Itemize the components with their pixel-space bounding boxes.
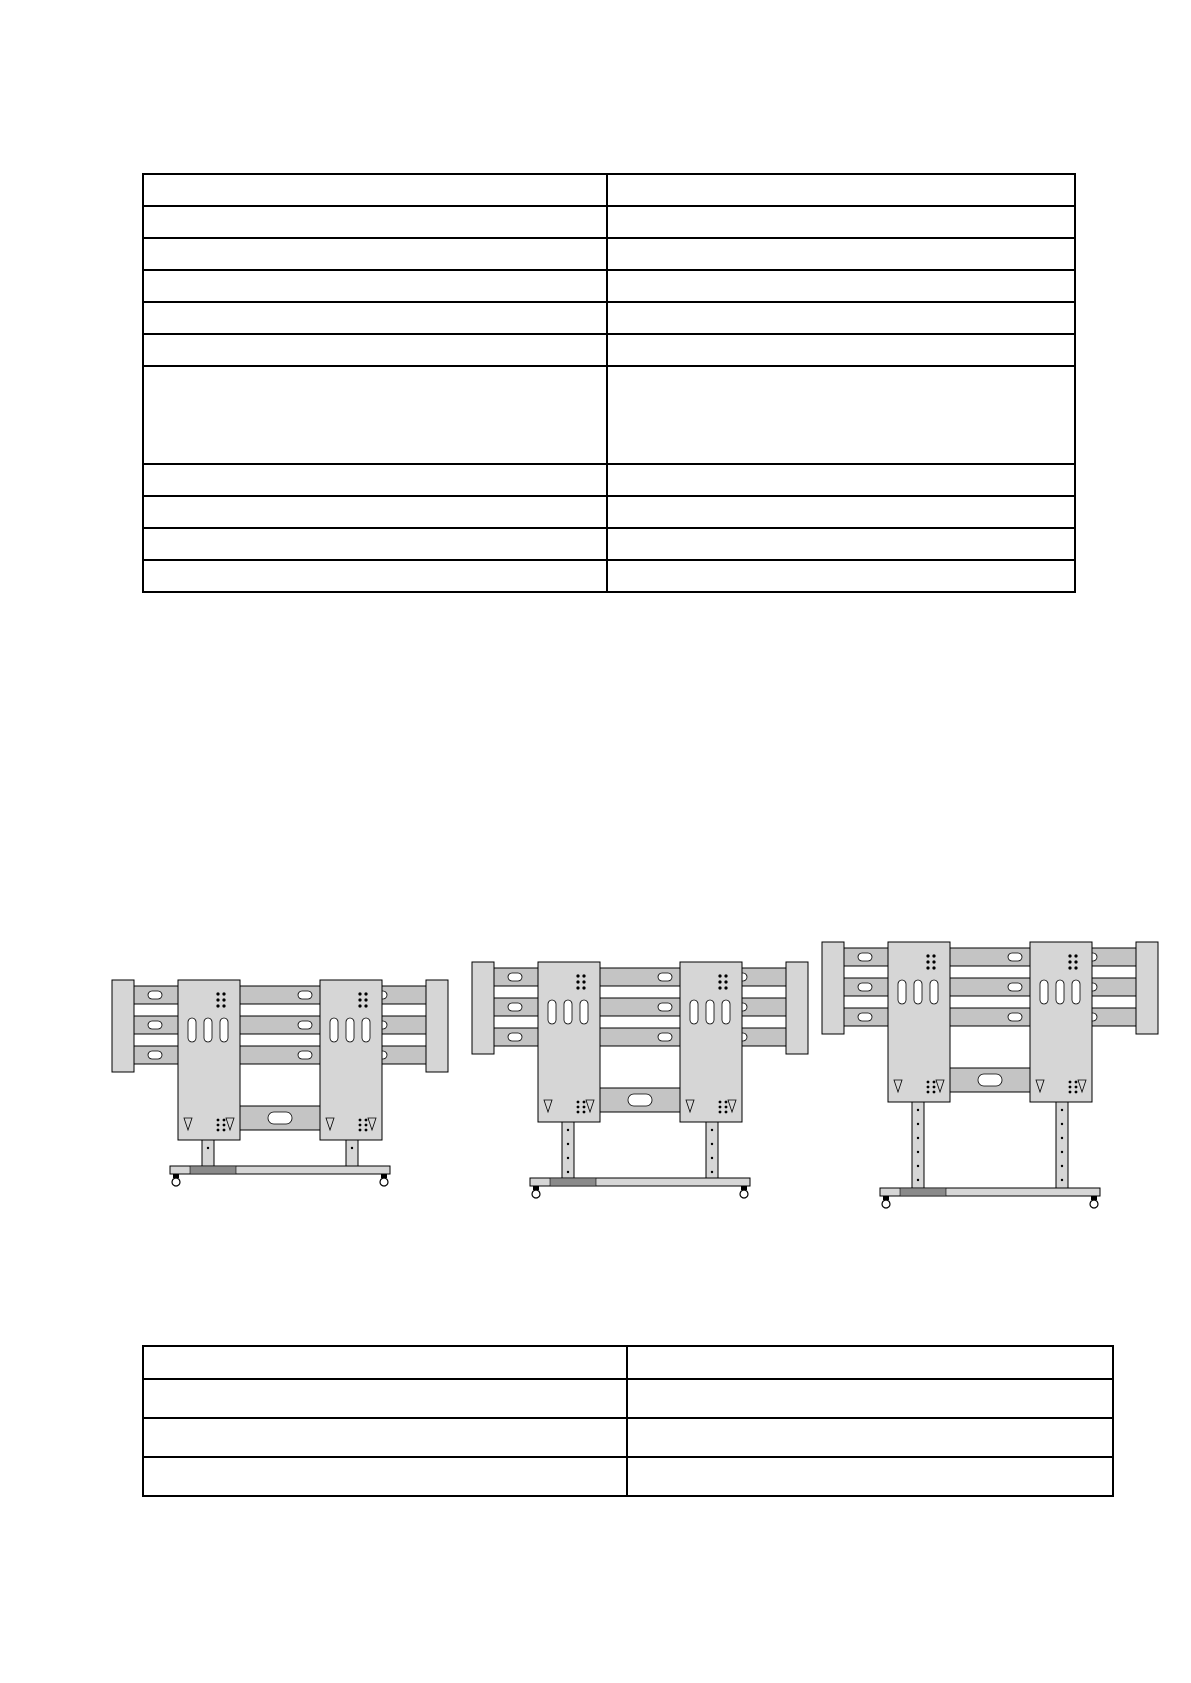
panel-hole xyxy=(1069,1081,1072,1084)
panel-hole xyxy=(719,1101,722,1104)
crossbar-handle xyxy=(978,1074,1002,1086)
panel-hole xyxy=(1074,966,1077,969)
panel-hole xyxy=(216,998,219,1001)
table-cell-label xyxy=(143,238,607,270)
panel-hole xyxy=(223,1124,226,1127)
panel-slot xyxy=(930,980,938,1004)
table-cell-label xyxy=(143,464,607,496)
panel-slot xyxy=(898,980,906,1004)
panel-hole xyxy=(933,1091,936,1094)
crossbar-handle xyxy=(628,1094,652,1106)
base-accent xyxy=(900,1188,946,1196)
panel-hole xyxy=(576,980,579,983)
panel-hole xyxy=(358,998,361,1001)
panel-hole xyxy=(365,1129,368,1132)
stand-illustration-low xyxy=(110,980,450,1220)
mount-rail xyxy=(478,998,802,1016)
stand-leg xyxy=(346,1140,358,1166)
panel-hole xyxy=(724,986,727,989)
stand-leg xyxy=(912,1102,924,1188)
rail-slot xyxy=(508,973,522,981)
leg-hole xyxy=(207,1147,209,1149)
caster-wheel xyxy=(882,1200,890,1208)
table-cell-label xyxy=(143,1379,627,1418)
table-cell-label xyxy=(143,334,607,366)
stand-illustration-mid xyxy=(470,962,810,1222)
spec-table-top xyxy=(142,173,1076,593)
panel-hole xyxy=(358,992,361,995)
panel-hole xyxy=(223,1119,226,1122)
panel-hole xyxy=(926,966,929,969)
rail-slot xyxy=(1008,983,1022,991)
mount-rail xyxy=(118,1016,442,1034)
table-cell-value xyxy=(607,496,1075,528)
panel-hole xyxy=(926,954,929,957)
leg-hole xyxy=(1061,1165,1063,1167)
panel-hole xyxy=(217,1129,220,1132)
panel-hole xyxy=(932,954,935,957)
panel-hole xyxy=(359,1119,362,1122)
end-bracket-right xyxy=(426,980,448,1072)
panel-hole xyxy=(222,992,225,995)
table-cell-value xyxy=(627,1457,1113,1496)
rail-slot xyxy=(858,953,872,961)
panel-hole xyxy=(927,1091,930,1094)
rail-slot xyxy=(298,1021,312,1029)
caster-wheel xyxy=(1090,1200,1098,1208)
vertical-panel-left xyxy=(178,980,240,1140)
panel-hole xyxy=(1075,1081,1078,1084)
table-cell-label xyxy=(143,528,607,560)
mount-rail xyxy=(828,948,1152,966)
panel-slot xyxy=(914,980,922,1004)
panel-hole xyxy=(576,974,579,977)
panel-hole xyxy=(927,1081,930,1084)
panel-slot xyxy=(722,1000,730,1024)
rail-slot xyxy=(508,1033,522,1041)
panel-hole xyxy=(583,1111,586,1114)
panel-hole xyxy=(222,998,225,1001)
panel-slot xyxy=(362,1018,370,1042)
stand-leg xyxy=(1056,1102,1068,1188)
panel-hole xyxy=(577,1111,580,1114)
table-cell-label xyxy=(143,1418,627,1457)
mount-rail xyxy=(828,978,1152,996)
rail-slot xyxy=(1008,1013,1022,1021)
leg-hole xyxy=(1061,1137,1063,1139)
panel-hole xyxy=(1074,954,1077,957)
table-row xyxy=(143,238,1075,270)
crossbar-handle xyxy=(268,1112,292,1124)
leg-hole xyxy=(711,1143,713,1145)
mount-rail xyxy=(828,1008,1152,1026)
panel-slot xyxy=(580,1000,588,1024)
base-accent xyxy=(190,1166,236,1174)
panel-slot xyxy=(706,1000,714,1024)
panel-hole xyxy=(222,1004,225,1007)
end-bracket-left xyxy=(112,980,134,1072)
table-cell-value xyxy=(607,528,1075,560)
rail-slot xyxy=(658,1033,672,1041)
panel-hole xyxy=(359,1129,362,1132)
panel-hole xyxy=(1069,1086,1072,1089)
panel-hole xyxy=(1068,954,1071,957)
leg-hole xyxy=(917,1123,919,1125)
panel-hole xyxy=(217,1124,220,1127)
panel-hole xyxy=(577,1106,580,1109)
table-cell-label xyxy=(143,366,607,464)
rail-slot xyxy=(858,983,872,991)
panel-hole xyxy=(1075,1091,1078,1094)
table-cell-value xyxy=(607,366,1075,464)
leg-hole xyxy=(351,1147,353,1149)
table-row xyxy=(143,270,1075,302)
table-row xyxy=(143,366,1075,464)
vertical-panel-right xyxy=(320,980,382,1140)
table-cell-label xyxy=(143,1457,627,1496)
panel-hole xyxy=(926,960,929,963)
table-row xyxy=(143,1379,1113,1418)
panel-slot xyxy=(1072,980,1080,1004)
leg-hole xyxy=(711,1157,713,1159)
vertical-panel-right xyxy=(1030,942,1092,1102)
table-cell-value xyxy=(627,1346,1113,1379)
panel-hole xyxy=(582,974,585,977)
rail-slot xyxy=(298,1051,312,1059)
table-cell-value xyxy=(607,464,1075,496)
rail-slot xyxy=(298,991,312,999)
table-row xyxy=(143,1346,1113,1379)
table-row xyxy=(143,206,1075,238)
spec-table-bottom xyxy=(142,1345,1114,1497)
panel-hole xyxy=(577,1101,580,1104)
panel-slot xyxy=(564,1000,572,1024)
table-cell-value xyxy=(607,238,1075,270)
caster-wheel xyxy=(172,1178,180,1186)
leg-hole xyxy=(1061,1109,1063,1111)
panel-hole xyxy=(1068,960,1071,963)
table-row xyxy=(143,528,1075,560)
panel-hole xyxy=(1074,960,1077,963)
table-cell-value xyxy=(627,1418,1113,1457)
panel-hole xyxy=(932,960,935,963)
vertical-panel-right xyxy=(680,962,742,1122)
table-row xyxy=(143,174,1075,206)
table-cell-value xyxy=(607,302,1075,334)
table-cell-value xyxy=(607,270,1075,302)
panel-hole xyxy=(364,992,367,995)
panel-hole xyxy=(933,1081,936,1084)
panel-hole xyxy=(1075,1086,1078,1089)
table-cell-label xyxy=(143,1346,627,1379)
stand-leg xyxy=(202,1140,214,1166)
panel-hole xyxy=(724,980,727,983)
panel-hole xyxy=(582,980,585,983)
leg-hole xyxy=(567,1171,569,1173)
vertical-panel-left xyxy=(538,962,600,1122)
leg-hole xyxy=(917,1165,919,1167)
end-bracket-right xyxy=(1136,942,1158,1034)
rail-slot xyxy=(148,991,162,999)
leg-hole xyxy=(1061,1123,1063,1125)
panel-hole xyxy=(719,1106,722,1109)
rail-slot xyxy=(508,1003,522,1011)
rail-slot xyxy=(858,1013,872,1021)
leg-hole xyxy=(711,1171,713,1173)
rail-slot xyxy=(658,973,672,981)
table-cell-label xyxy=(143,174,607,206)
end-bracket-left xyxy=(472,962,494,1054)
end-bracket-left xyxy=(822,942,844,1034)
rail-slot xyxy=(1008,953,1022,961)
table-cell-value xyxy=(607,174,1075,206)
panel-hole xyxy=(724,974,727,977)
panel-hole xyxy=(719,1111,722,1114)
table-row xyxy=(143,560,1075,592)
table-cell-label xyxy=(143,206,607,238)
panel-slot xyxy=(690,1000,698,1024)
panel-hole xyxy=(358,1004,361,1007)
table-row xyxy=(143,1418,1113,1457)
panel-slot xyxy=(1040,980,1048,1004)
table-cell-value xyxy=(607,206,1075,238)
panel-hole xyxy=(725,1111,728,1114)
panel-hole xyxy=(364,1004,367,1007)
mount-rail xyxy=(118,986,442,1004)
table-row xyxy=(143,464,1075,496)
end-bracket-right xyxy=(786,962,808,1054)
panel-hole xyxy=(933,1086,936,1089)
leg-hole xyxy=(917,1137,919,1139)
panel-hole xyxy=(583,1106,586,1109)
panel-hole xyxy=(1069,1091,1072,1094)
panel-hole xyxy=(576,986,579,989)
rail-slot xyxy=(658,1003,672,1011)
panel-slot xyxy=(346,1018,354,1042)
leg-hole xyxy=(711,1129,713,1131)
caster-wheel xyxy=(532,1190,540,1198)
table-row xyxy=(143,496,1075,528)
caster-wheel xyxy=(740,1190,748,1198)
caster-wheel xyxy=(380,1178,388,1186)
panel-hole xyxy=(217,1119,220,1122)
panel-slot xyxy=(1056,980,1064,1004)
mount-rail xyxy=(478,968,802,986)
stand-illustration-high xyxy=(820,942,1160,1222)
leg-hole xyxy=(917,1109,919,1111)
table-cell-label xyxy=(143,270,607,302)
panel-slot xyxy=(330,1018,338,1042)
table-cell-value xyxy=(627,1379,1113,1418)
panel-hole xyxy=(1068,966,1071,969)
panel-hole xyxy=(718,980,721,983)
leg-hole xyxy=(1061,1151,1063,1153)
panel-hole xyxy=(582,986,585,989)
table-cell-label xyxy=(143,560,607,592)
panel-slot xyxy=(220,1018,228,1042)
panel-hole xyxy=(725,1106,728,1109)
leg-hole xyxy=(567,1129,569,1131)
leg-hole xyxy=(1061,1179,1063,1181)
table-cell-value xyxy=(607,334,1075,366)
panel-hole xyxy=(359,1124,362,1127)
panel-hole xyxy=(718,986,721,989)
panel-hole xyxy=(223,1129,226,1132)
panel-hole xyxy=(364,998,367,1001)
panel-slot xyxy=(188,1018,196,1042)
panel-hole xyxy=(365,1124,368,1127)
table-row xyxy=(143,302,1075,334)
panel-hole xyxy=(927,1086,930,1089)
table-cell-value xyxy=(607,560,1075,592)
rail-slot xyxy=(148,1021,162,1029)
mount-rail xyxy=(118,1046,442,1064)
vertical-panel-left xyxy=(888,942,950,1102)
table-cell-label xyxy=(143,496,607,528)
panel-hole xyxy=(583,1101,586,1104)
panel-hole xyxy=(216,1004,219,1007)
table-cell-label xyxy=(143,302,607,334)
table-row xyxy=(143,1457,1113,1496)
leg-hole xyxy=(567,1157,569,1159)
mount-rail xyxy=(478,1028,802,1046)
panel-hole xyxy=(725,1101,728,1104)
base-accent xyxy=(550,1178,596,1186)
panel-hole xyxy=(216,992,219,995)
panel-hole xyxy=(365,1119,368,1122)
leg-hole xyxy=(917,1151,919,1153)
panel-slot xyxy=(204,1018,212,1042)
panel-hole xyxy=(932,966,935,969)
panel-slot xyxy=(548,1000,556,1024)
panel-hole xyxy=(718,974,721,977)
table-row xyxy=(143,334,1075,366)
rail-slot xyxy=(148,1051,162,1059)
leg-hole xyxy=(567,1143,569,1145)
leg-hole xyxy=(917,1179,919,1181)
